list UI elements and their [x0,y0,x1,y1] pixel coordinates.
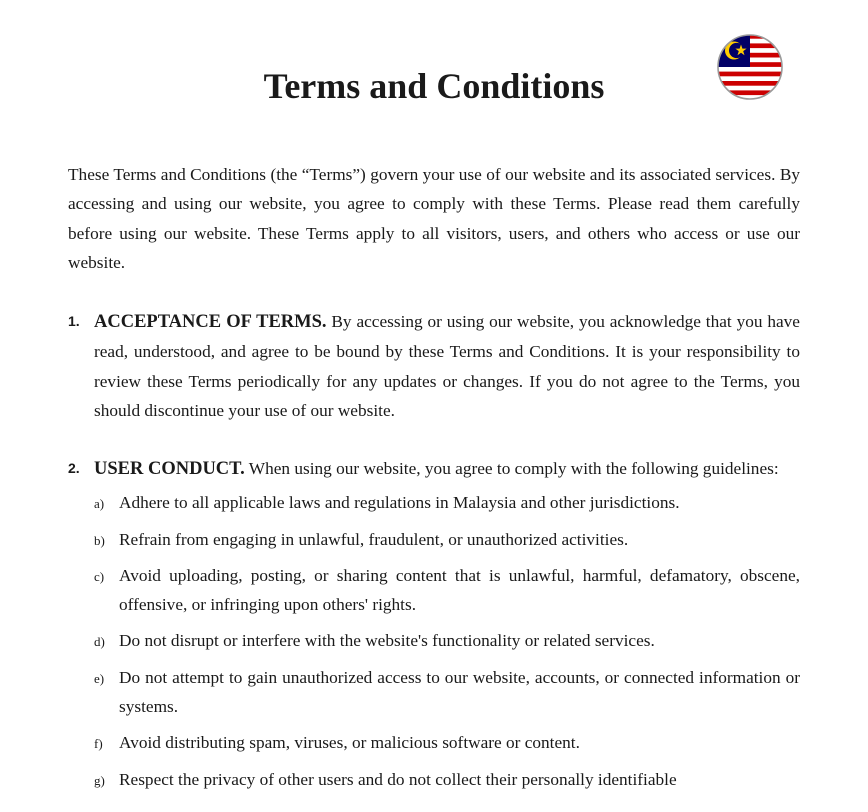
list-item-text: Do not attempt to gain unauthorized access to our website, accounts, or connected information or systems. [119,667,800,717]
section-acceptance-of-terms [68,307,800,425]
section-number: 2. [68,460,80,476]
list-item [68,626,800,655]
list-item [68,488,800,517]
section-user-conduct [68,454,800,801]
list-item [68,765,800,794]
section-paragraph [68,454,800,484]
section-number: 1. [68,313,80,329]
section-heading: ACCEPTANCE OF TERMS. [94,312,327,332]
list-item-text: Adhere to all applicable laws and regulations in Malaysia and other jurisdictions. [119,493,680,513]
list-item-letter: c) [94,568,105,584]
list-item-text: Respect the privacy of other users and do not collect their personally identifiable [119,769,677,789]
section-heading: USER CONDUCT. [94,459,245,479]
list-item-letter: f) [94,736,103,752]
intro-paragraph: These Terms and Conditions (the “Terms”) govern your use of our website and its associated services. By accessing and using our website, you agree to comply with these Terms. Please read them carefully before using our website. These Terms apply to all visitors, users, and others who access or use our website. [68,165,800,272]
list-item-letter: a) [94,496,105,512]
list-item-letter: e) [94,670,105,686]
section-body: When using our website, you agree to comply with the following guidelines: [248,459,779,478]
list-item-text: Avoid distributing spam, viruses, or malicious software or content. [119,733,580,753]
list-item [68,525,800,554]
list-item-text: Refrain from engaging in unlawful, fraudulent, or unauthorized activities. [119,529,629,549]
section-paragraph [68,307,800,425]
list-item-letter: b) [94,532,105,548]
list-item-letter: g) [94,772,105,788]
section-body: By accessing or using our website, you acknowledge that you have read, understood, and agree to be bound by these Terms and Conditions. It is your responsibility to review these Terms periodically for any updates or changes. If you do not agree to the Terms, you should discontinue your use of our website. [94,312,800,420]
page-title: Terms and Conditions [263,66,605,106]
list-item [68,663,800,722]
list-item [68,561,800,620]
list-item-text: Do not disrupt or interfere with the website's functionality or related services. [119,631,655,651]
guidelines-list [68,488,800,794]
list-item-text: Avoid uploading, posting, or sharing content that is unlawful, harmful, defamatory, obscene, offensive, or infringing upon others' rights. [119,565,800,615]
list-item-letter: d) [94,634,105,650]
list-item [68,728,800,757]
